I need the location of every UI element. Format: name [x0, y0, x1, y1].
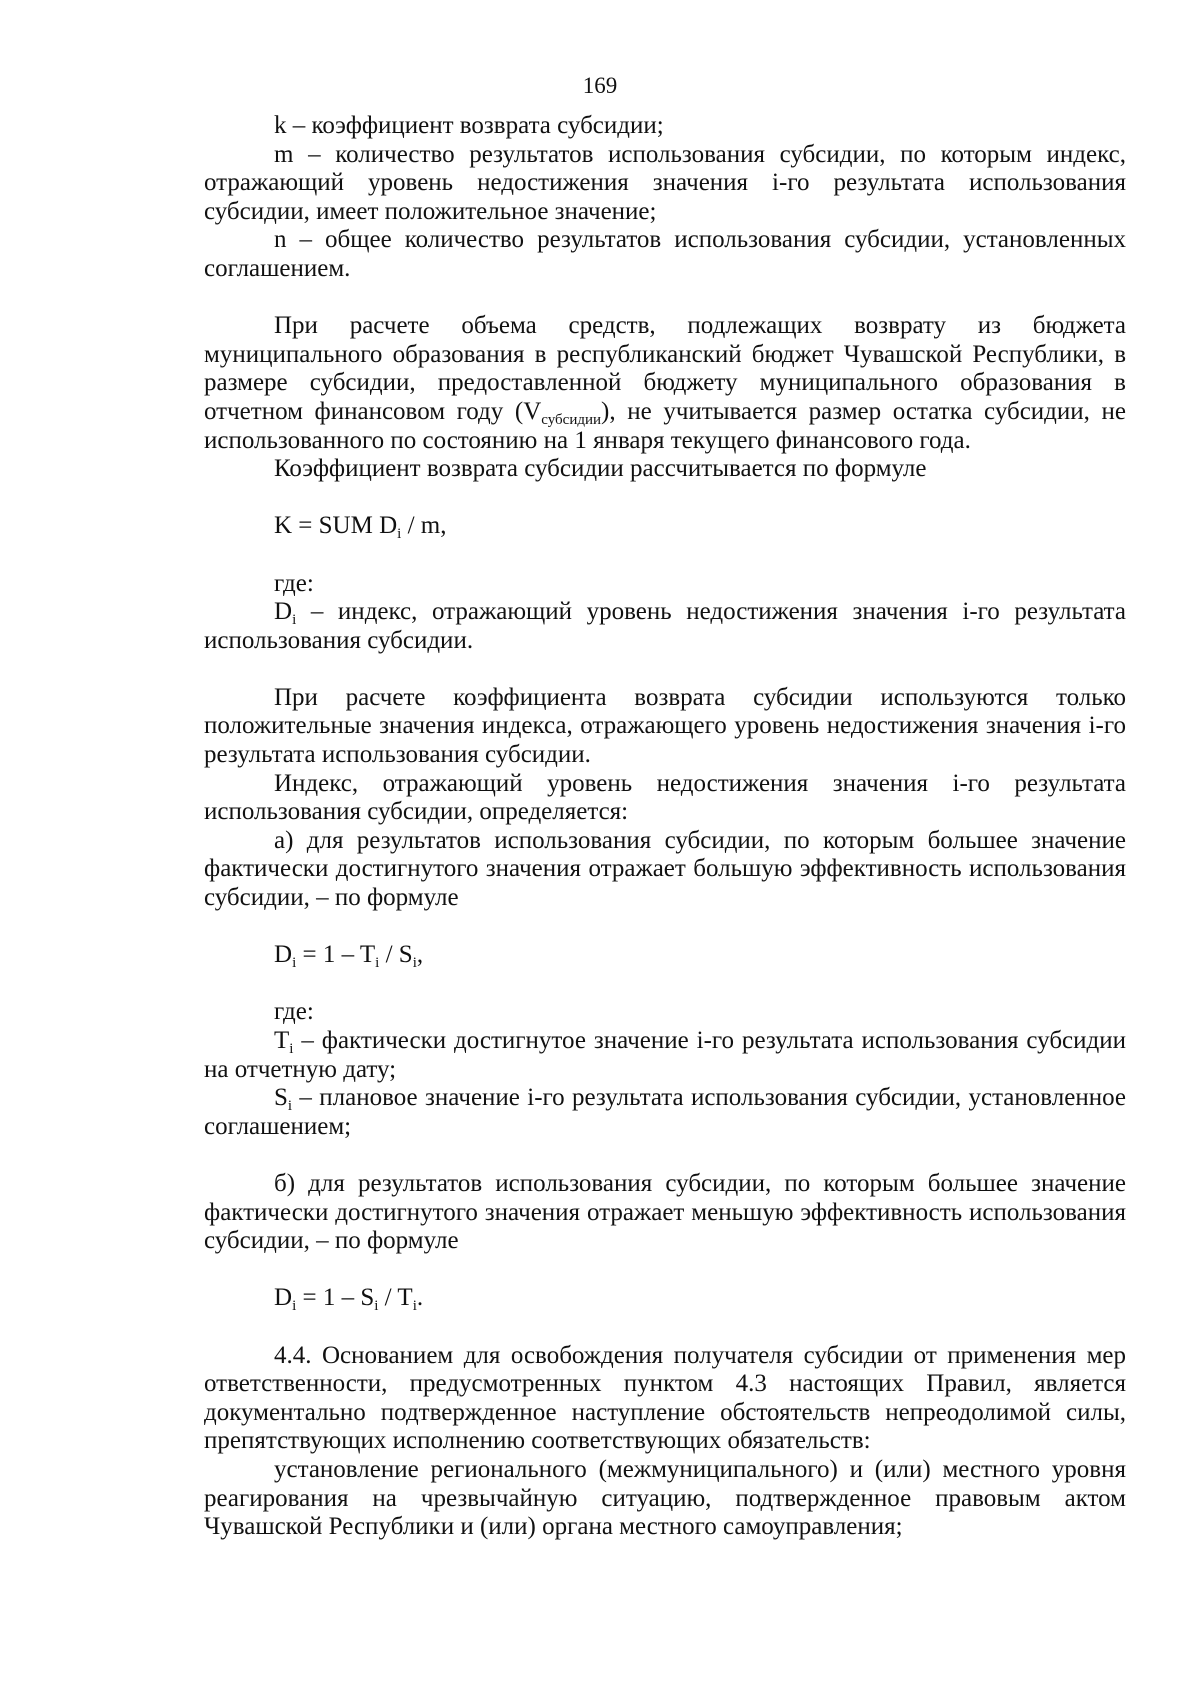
paragraph-volume [204, 312, 1126, 455]
definition-m: m – количество результатов использования субсидии, по которым индекс, отражающий уровень недостижения значения i-го результата использования субсидии, имеет положительное значение; [204, 140, 1126, 225]
definition-ti: $T_i$ – фактически достигнутое значение i-го результата использования субсидии на отчетную дату; [204, 1027, 1126, 1083]
document-body [204, 112, 1126, 1542]
paragraph-clause-4-4: 4.4. Основанием для освобождения получателя субсидии от применения мер ответственности, предусмотренных пунктом 4.3 настоящих Правил, является документально подтвержденное наступление обстоятельств непреодолимой силы, препятствующих исполнению соответствующих обязательств: [204, 1341, 1126, 1455]
page-number: 169 [582, 73, 618, 98]
volume-subscript: субсидии [541, 411, 602, 428]
volume-text-before: При расчете объема средств, подлежащих возврату из бюджета муниципального образования в республиканский бюджет Чувашской Республики, в размере субсидии, предоставленной бюджету муниципального образования в отчетном финансовом году (V [204, 312, 1126, 425]
formula-di-a: $D_i = 1 - T_i / S_i$, [274, 941, 424, 972]
volume-text-after: ), не учитывается размер остатка субсидии, не использованного по состоянию на 1 января текущего финансового года. [204, 397, 1126, 454]
formula-di-b: $D_i = 1 - S_i / T_i$. [274, 1284, 424, 1315]
where-label-2: где: [274, 998, 314, 1026]
paragraph-emergency: установление регионального (межмуниципального) и (или) местного уровня реагирования на чрезвычайную ситуацию, подтвержденное правовым актом Чувашской Республики и (или) органа местного самоуправления; [204, 1455, 1126, 1541]
paragraph-index-determined: Индекс, отражающий уровень недостижения значения i-го результата использования субсидии, определяется: [204, 769, 1126, 826]
paragraph-coef-intro: Коэффициент возврата субсидии рассчитывается по формуле [274, 455, 927, 483]
paragraph-case-b: б) для результатов использования субсидии, по которым большее значение фактически достигнутого значения отражает меньшую эффективность использования субсидии, – по формуле [204, 1169, 1126, 1255]
where-label-1: где: [274, 569, 314, 597]
definition-si: $S_i$ – плановое значение i-го результата использования субсидии, установленное соглашением; [204, 1084, 1126, 1140]
formula-k: K = SUM $D_i$ / m, [274, 512, 447, 543]
paragraph-positive-values: При расчете коэффициента возврата субсидии используются только положительные значения индекса, отражающего уровень недостижения значения i-го результата использования субсидии. [204, 683, 1126, 769]
definition-k: k – коэффициент возврата субсидии; [274, 112, 664, 139]
paragraph-case-a: а) для результатов использования субсидии, по которым большее значение фактически достигнутого значения отражает большую эффективность использования субсидии, – по формуле [204, 826, 1126, 912]
definition-di: $D_i$ – индекс, отражающий уровень недостижения значения i-го результата использования субсидии. [204, 598, 1126, 654]
definition-n: n – общее количество результатов использования субсидии, установленных соглашением. [204, 226, 1126, 282]
